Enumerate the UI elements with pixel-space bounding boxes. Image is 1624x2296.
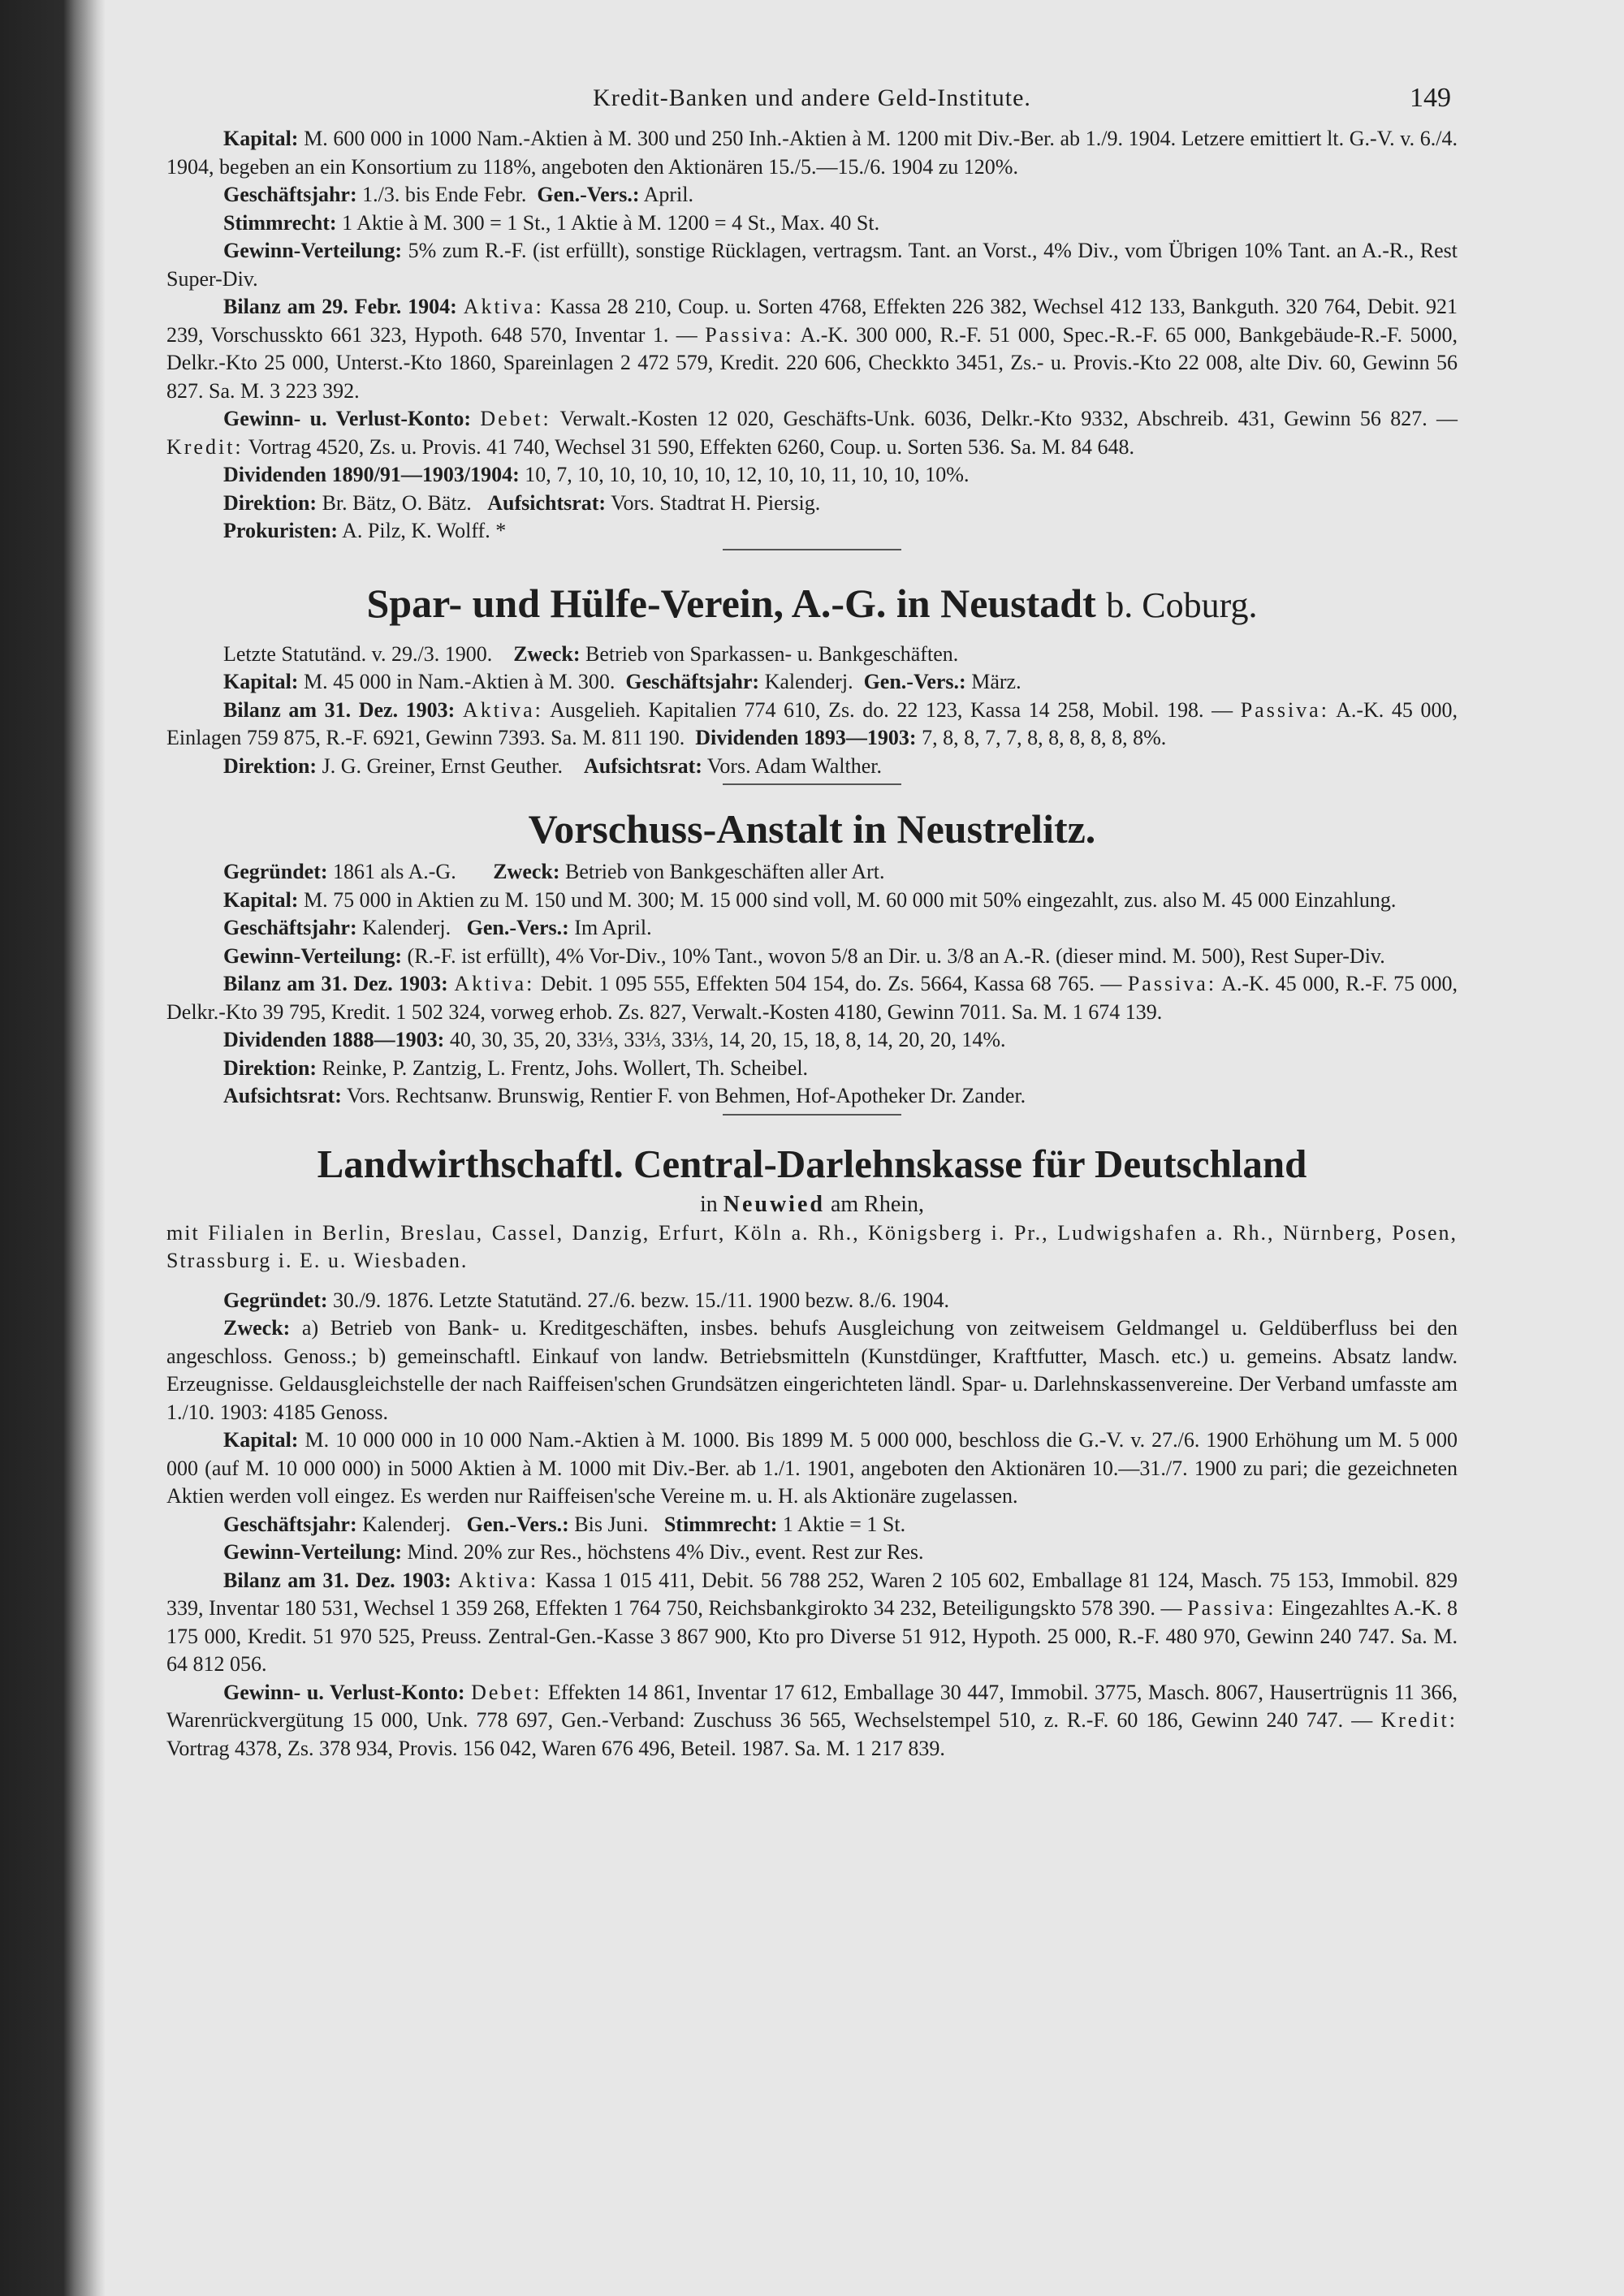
entry-vorschuss-anstalt xyxy=(166,803,1458,1116)
footnote-star: * xyxy=(495,519,507,542)
entry-heading: Vorschuss-Anstalt in Neustrelitz. xyxy=(528,806,1096,852)
page-number: 149 xyxy=(1410,83,1451,113)
geschaeftsjahr-paragraph: Geschäftsjahr: Kalenderj. Gen.-Vers.: Im April. xyxy=(223,916,652,939)
guv-paragraph: Gewinn- u. Verlust-Konto: Debet: Verwalt.-Kosten 12 020, Geschäfts-Unk. 6036, Delkr.-Kto 9332, Abschreib. 431, Gewinn 56 827. — Kredit: Vortrag 4520, Zs. u. Provis. 41 740, Wechsel 31 590, Effekten 6260, Coup. u. Sorten 536. Sa. M. 84 648. xyxy=(166,407,1458,459)
entry-spar-und-huelfe-verein xyxy=(166,576,1458,786)
kapital-paragraph: Kapital: M. 10 000 000 in 10 000 Nam.-Aktien à M. 1000. Bis 1899 M. 5 000 000, beschloss die G.-V. v. 27./6. 1900 Erhöhung um M. 5 000 000 (auf M. 10 000 000) in 5000 Aktien à M. 1000 mit Div.-Ber. ab 1./1. 1901, angeboten den Aktionären 10.—31./7. 1900 zu pari; die gezeichneten Aktien werden voll eingez. Es werden nur Raiffeisen'sche Vereine m. u. H. als Aktionäre zugelassen. xyxy=(166,1428,1458,1508)
dividenden-paragraph: Dividenden 1888—1903: 40, 30, 35, 20, 33⅓, 33⅓, 33⅓, 14, 20, 15, 18, 8, 14, 20, 20, 14%. xyxy=(223,1028,1006,1051)
gegruendet-paragraph: Gegründet: 1861 als A.-G. Zweck: Betrieb von Bankgeschäften aller Art. xyxy=(223,860,885,883)
spacer xyxy=(166,1275,1458,1287)
entry-heading: Spar- und Hülfe-Verein, A.-G. in Neustadt b. Coburg. xyxy=(366,580,1258,626)
bilanz-paragraph: Bilanz am 31. Dez. 1903: Aktiva: Ausgelieh. Kapitalien 774 610, Zs. do. 22 123, Kassa 14 258, Mobil. 198. — Passiva: A.-K. 45 000, Einlagen 759 875, R.-F. 6921, Gewinn 7393. Sa. M. 811 190. Dividenden 1893—1903: 7, 8, 8, 7, 7, 8, 8, 8, 8, 8, 8%. xyxy=(166,697,1458,749)
gewinn-verteilung-paragraph: Gewinn-Verteilung: Mind. 20% zur Res., höchstens 4% Div., event. Rest zur Res. xyxy=(223,1540,924,1564)
statut-paragraph: Letzte Statutänd. v. 29./3. 1900. Zweck: Betrieb von Sparkassen- u. Bankgeschäften. xyxy=(223,641,959,666)
entry-continuation xyxy=(166,125,1458,550)
running-head xyxy=(166,71,1458,125)
kapital-paragraph: Kapital: M. 600 000 in 1000 Nam.-Aktien à M. 300 und 250 Inh.-Aktien à M. 1200 mit Div.-Ber. ab 1./9. 1904. Letzere emittiert lt. G.-V. v. 6./4. 1904, begeben an ein Konsortium zu 118%, angeboten den Aktionären 15./5.—15./6. 1904 zu 120%. xyxy=(166,127,1458,179)
bilanz-paragraph: Bilanz am 29. Febr. 1904: Aktiva: Kassa 28 210, Coup. u. Sorten 4768, Effekten 226 382, Wechsel 412 133, Bankguth. 320 764, Debit. 921 239, Vorschusskto 661 323, Hypoth. 648 570, Inventar 1. — Passiva: A.-K. 300 000, R.-F. 51 000, Spec.-R.-F. 65 000, Bankgebäude-R.-F. 5000, Delkr.-Kto 25 000, Unterst.-Kto 1860, Spareinlagen 2 472 579, Kredit. 220 606, Checkkto 3451, Zs.- u. Provis.-Kto 22 008, alte Div. 60, Gewinn 56 827. Sa. M. 3 223 392. xyxy=(166,295,1458,403)
zweck-paragraph: Zweck: a) Betrieb von Bank- u. Kreditgeschäften, insbes. behufs Ausgleichung von zeitweisem Geldmangel u. Geldüberfluss bei den angeschloss. Genoss.; b) gemeinschaftl. Einkauf von landw. Betriebsmitteln (Kunstdünger, Kraftfutter, Masch. etc.) u. gemeins. Absatz landw. Erzeugnisse. Geldausgleichstelle der nach Raiffeisen'schen Grundsätzen eingerichteten ländl. Spar- u. Darlehnskassenvereine. Der Verband umfasste am 1./10. 1903: 4185 Genoss. xyxy=(166,1316,1458,1424)
entry-heading: Landwirthschaftl. Central-Darlehnskasse für Deutschland xyxy=(317,1141,1307,1186)
entry-location: in Neuwied am Rhein, xyxy=(699,1191,925,1217)
kapital-paragraph: Kapital: M. 75 000 in Aktien zu M. 150 und M. 300; M. 15 000 sind voll, M. 60 000 mit 50% eingezahlt, zus. also M. 45 000 Einzahlung. xyxy=(223,887,1397,912)
gewinn-verteilung-paragraph: Gewinn-Verteilung: (R.-F. ist erfüllt), 4% Vor-Div., 10% Tant., wovon 5/8 an Dir. u. 3/8 an A.-R. (dieser mind. M. 500), Rest Super-Div. xyxy=(223,943,1385,968)
section-divider xyxy=(723,783,901,785)
direktion-paragraph: Direktion: J. G. Greiner, Ernst Geuther. Aufsichtsrat: Vors. Adam Walther. xyxy=(223,753,882,778)
dividenden-paragraph: Dividenden 1890/91—1903/1904: 10, 7, 10, 10, 10, 10, 10, 12, 10, 10, 11, 10, 10, 10%. xyxy=(223,463,970,486)
running-head-title: Kredit-Banken und andere Geld-Institute. xyxy=(593,84,1031,111)
gewinn-verteilung-paragraph: Gewinn-Verteilung: 5% zum R.-F. (ist erfüllt), sonstige Rücklagen, vertragsm. Tant. an Vorst., 4% Div., vom Übrigen 10% Tant. an A.-R., Rest Super-Div. xyxy=(166,239,1458,291)
gegruendet-paragraph: Gegründet: 30./9. 1876. Letzte Statutänd. 27./6. bezw. 15./11. 1900 bezw. 8./6. 1904. xyxy=(223,1288,949,1312)
bilanz-paragraph: Bilanz am 31. Dez. 1903: Aktiva: Debit. 1 095 555, Effekten 504 154, do. Zs. 5664, Kassa 68 765. — Passiva: A.-K. 45 000, R.-F. 75 000, Delkr.-Kto 39 795, Kredit. 1 502 324, vorweg erhob. Zs. 827, Verwalt.-Kosten 4180, Gewinn 7011. Sa. M. 1 674 139. xyxy=(166,972,1458,1024)
guv-paragraph: Gewinn- u. Verlust-Konto: Debet: Effekten 14 861, Inventar 17 612, Emballage 30 447, Immobil. 3775, Masch. 8067, Hausertrügnis 11 366, Warenrückvergütung 15 000, Unk. 778 697, Gen.-Verband: Zuschuss 36 565, Wechselstempel 510, z. R.-F. 60 186, Gewinn 240 747. — Kredit: Vortrag 4378, Zs. 378 934, Provis. 156 042, Waren 676 496, Beteil. 1987. Sa. M. 1 217 839. xyxy=(166,1680,1458,1760)
stimmrecht-paragraph: Stimmrecht: 1 Aktie à M. 300 = 1 St., 1 Aktie à M. 1200 = 4 St., Max. 40 St. xyxy=(223,210,880,235)
direktion-paragraph: Direktion: Br. Bätz, O. Bätz. Aufsichtsrat: Vors. Stadtrat H. Piersig. xyxy=(223,490,821,515)
page-content xyxy=(166,71,1458,1763)
entry-landw-central-darlehnskasse xyxy=(166,1138,1458,1763)
book-spine-shadow xyxy=(0,0,106,2296)
section-divider xyxy=(723,1114,901,1116)
section-divider xyxy=(723,549,901,550)
direktion-paragraph: Direktion: Reinke, P. Zantzig, L. Frentz, Johs. Wollert, Th. Scheibel. xyxy=(223,1055,809,1080)
prokuristen-paragraph: Prokuristen: A. Pilz, K. Wolff. * xyxy=(223,519,507,542)
geschaeftsjahr-paragraph: Geschäftsjahr: 1./3. bis Ende Febr. Gen.-Vers.: April. xyxy=(223,183,693,206)
aufsichtsrat-paragraph: Aufsichtsrat: Vors. Rechtsanw. Brunswig, Rentier F. von Behmen, Hof-Apotheker Dr. Zander. xyxy=(223,1084,1026,1107)
bilanz-paragraph: Bilanz am 31. Dez. 1903: Aktiva: Kassa 1 015 411, Debit. 56 788 252, Waren 2 105 602, Emballage 81 124, Masch. 75 153, Immobil. 829 339, Inventar 180 531, Wechsel 1 359 268, Effekten 1 764 750, Reichsbankgirokto 34 232, Beteiligungskto 578 390. — Passiva: Eingezahltes A.-K. 8 175 000, Kredit. 51 970 525, Preuss. Zentral-Gen.-Kasse 3 867 900, Kto pro Diverse 51 912, Hypoth. 25 000, R.-F. 480 970, Gewinn 240 747. Sa. M. 64 812 056. xyxy=(166,1568,1458,1676)
branches-paragraph: mit Filialen in Berlin, Breslau, Cassel, Danzig, Erfurt, Köln a. Rh., Königsberg i. Pr., Ludwigshafen a. Rh., Nürnberg, Posen, Strassburg i. E. u. Wiesbaden. xyxy=(166,1220,1458,1272)
geschaeftsjahr-paragraph: Geschäftsjahr: Kalenderj. Gen.-Vers.: Bis Juni. Stimmrecht: 1 Aktie = 1 St. xyxy=(223,1512,906,1536)
kapital-paragraph: Kapital: M. 45 000 in Nam.-Aktien à M. 300. Geschäftsjahr: Kalenderj. Gen.-Vers.: März. xyxy=(223,670,1021,693)
